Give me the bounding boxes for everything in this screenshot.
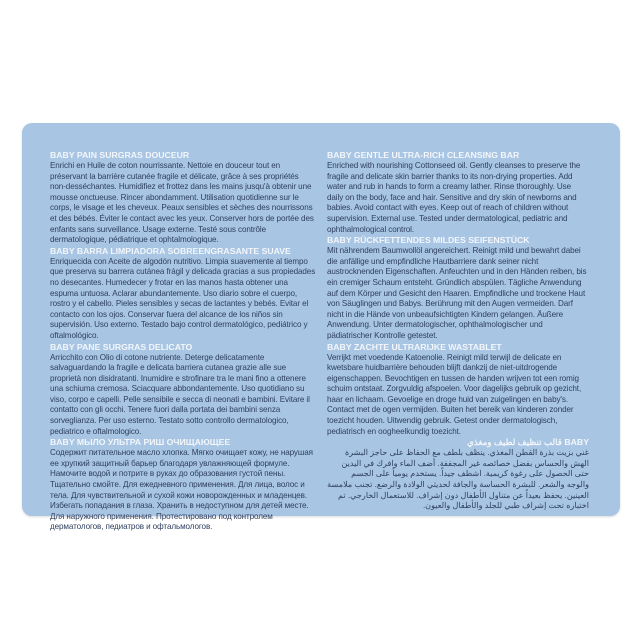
section-body: Содержит питательное масло хлопка. Мягко очищает кожу, не нарушая ее хрупкий защитный барьер благодаря увлажняющей формуле. Намочите водой и потрите в руках до образования густой пены. Тщательно смойте. Для ежедневного применения. Для лица, волос и тела. Для чувствительной и сухой кожи новорожденных и младенцев. Избегать попадания в глаза. Хранить в недоступном для детей месте. Для наружного применения. Протестировано под контролем дерматологов, педиатров и офтальмологов. bbox=[50, 448, 313, 532]
section-title: BABY قالب تنظيف لطيف ومغذي bbox=[467, 437, 589, 448]
section-body: Enriquecida con Aceite de algodón nutritivo. Limpia suavemente al tiempo que preserva su barrera cutánea frágil y delicada gracias a sus propiedades no desecantes. Humedecer y frotar en las manos hasta obtener una espuma untuosa. Aclarar abundantemente. Uso diario sobre el cuerpo, rostro y el cabello. Pieles sensibles y secas de lactantes y bebés. Evitar el contacto con los ojos. Conservar fuera del alcance de los niños sin supervisión. Uso externo. Testado bajo control dermatológico, pediátrico y oftalmológico. bbox=[50, 256, 316, 340]
section-english bbox=[327, 150, 589, 235]
section-body: Verrijkt met voedende Katoenolie. Reinigt mild terwijl de delicate en kwetsbare huidbarrière behouden blijft dankzij de niet-uitdrogende eigenschappen. Bevochtigen en tussen de handen wrijven tot een romig schuim ontstaat. Zorgvuldig afspoelen. Voor dagelijks gebruik op gezicht, haar en lichaam. Gevoelige en droge huid van zuigelingen en baby's. Contact met de ogen vermijden. Buiten het bereik van kinderen zonder toezicht houden. Uitwendig gebruik. Getest onder dermatologisch, pediatrisch en oogheelkundig toezicht. bbox=[327, 352, 582, 436]
label-column-right bbox=[327, 150, 589, 512]
section-dutch bbox=[327, 342, 589, 438]
section-italian bbox=[50, 342, 316, 438]
section-title: BABY GENTLE ULTRA-RICH CLEANSING BAR bbox=[327, 150, 520, 160]
section-german bbox=[327, 235, 589, 341]
section-title: BABY BARRA LIMPIADORA SOBREENGRASANTE SUAVE bbox=[50, 245, 291, 256]
section-russian bbox=[50, 437, 316, 533]
section-title: BABY МЫЛО УЛЬТРА РИШ ОЧИЩАЮЩЕЕ bbox=[50, 437, 231, 448]
section-arabic bbox=[327, 437, 589, 512]
section-body: Enrichi en Huile de coton nourrissante. Nettoie en douceur tout en préservant la barrière cutanée fragile et délicate, grâce à ses propriétés non-desséchantes. Humidifiez et frottez dans les mains jusqu'à obtenir une mousse onctueuse. Rincer abondamment. Utilisation quotidienne sur le corps, le visage et les cheveux. Peaux sensibles et sèches des nourrissons et des bébés. Éviter le contact avec les yeux. Conserver hors de portée des enfants sans surveillance. Usage externe. Testé sous contrôle dermatologique, pédiatrique et ophtalmologique. bbox=[50, 161, 314, 245]
section-title: BABY PAIN SURGRAS DOUCEUR bbox=[50, 150, 190, 160]
section-body: غني بزيت بذرة القطن المغذي. ينظف بلطف مع الحفاظ على حاجز البشرة الهش والحساس بفضل خصائصه غير المجففة. أضف الماء وافرك في اليدين حتى الحصول على رغوة كريمية. اشطف جيداً. يستخدم يومياً على الجسم والوجه والشعر. للبشرة الحساسة والجافة لحديثي الولادة والرضع. تجنب ملامسة العينين. يحفظ بعيداً عن متناول الأطفال دون إشراف. للاستعمال الخارجي. تم اختباره تحت إشراف طبي للجلد والأطفال والعيون. bbox=[327, 448, 589, 511]
section-body: Enriched with nourishing Cottonseed oil. Gently cleanses to preserve the fragile and delicate skin barrier thanks to its non-drying properties. Add water and rub in hands to form a creamy lather. Rinse thoroughly. Use daily on the body, face and hair. Sensitive and dry skin of newborns and babies. Avoid contact with eyes. Keep out of reach of children without supervision. External use. Tested under dermatological, pediatric and ophthalmological control. bbox=[327, 161, 581, 234]
section-title: BABY ZACHTE ULTRARIJKE WASTABLET bbox=[327, 341, 502, 352]
section-title: BABY RÜCKFETTENDES MILDES SEIFENSTÜCK bbox=[327, 235, 530, 246]
section-title: BABY PANE SURGRAS DELICATO bbox=[50, 341, 193, 352]
section-french bbox=[50, 150, 316, 246]
label-column-left bbox=[50, 150, 316, 533]
section-body: Mit nährendem Baumwollöl angereichert. Reinigt mild und bewahrt dabei die anfällige und empfindliche Hautbarriere dank seiner nicht austrocknenden Eigenschaften. Anfeuchten und in den Händen reiben, bis ein cremiger Schaum entsteht. Gründlich abspülen. Tägliche Anwendung auf dem Körper und Gesicht den Haaren. Empfindliche und trockene Haut von Säuglingen und Babys. Berührung mit den Augen vermeiden. Darf nicht in die Hände von unbeaufsichtigten Kindern gelangen. Äußere Anwendung. Unter dermatologischer, ophthalmologischer und pädiatrischer Kontrolle getestet. bbox=[327, 246, 587, 340]
section-body: Arricchito con Olio di cotone nutriente. Deterge delicatamente salvaguardando la fragile e delicata barriera cutanea grazie alle sue proprietà non disidratanti. Inumidire e strofinare tra le mani fino a ottenere una schiuma cremosa. Sciacquare abbondantemente. Uso quotidiano su viso, corpo e capelli. Pelle sensibile e secca di neonati e bambini. Evitare il contatto con gli occhi. Tenere fuori dalla portata dei bambini senza sorveglianza. Per uso esterno. Testato sotto controllo dermatologico, pediatrico e oftalmologico. bbox=[50, 352, 310, 436]
section-spanish bbox=[50, 246, 316, 342]
